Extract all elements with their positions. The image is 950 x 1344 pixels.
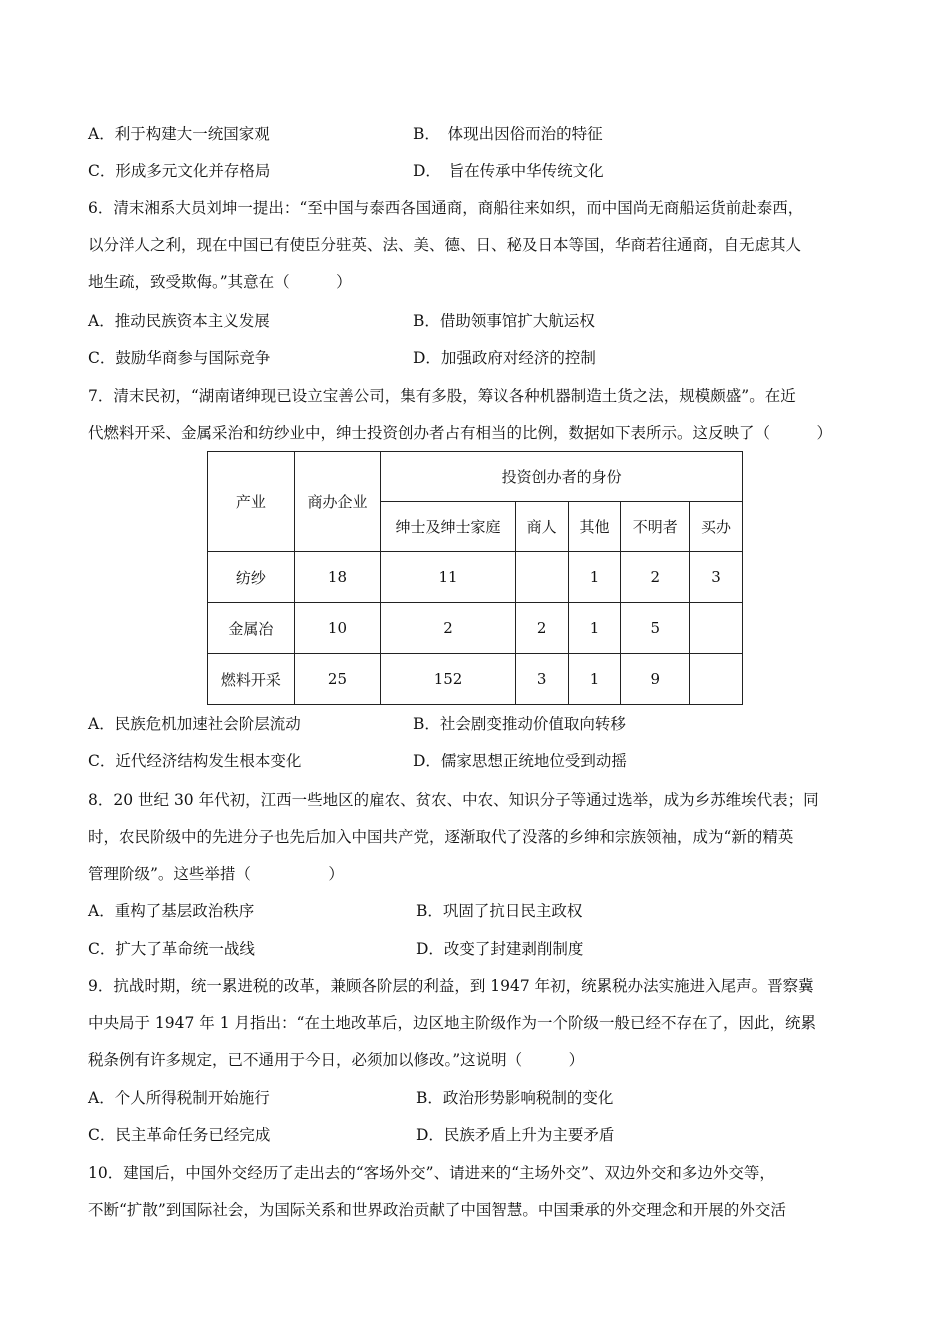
subheader-other: 其他 bbox=[568, 502, 621, 552]
q6-option-c: C．鼓励华商参与国际竞争 bbox=[88, 349, 271, 367]
cell-comprador: 3 bbox=[690, 552, 743, 603]
cell-merchant: 25 bbox=[294, 654, 381, 705]
header-industry: 产业 bbox=[208, 452, 295, 552]
q5-option-c: C．形成多元文化并存格局 bbox=[88, 162, 271, 180]
q9-option-b: B．政治形势影响税制的变化 bbox=[416, 1089, 614, 1107]
cell-trader bbox=[515, 552, 568, 603]
q5-option-b: B． 体现出因俗而治的特征 bbox=[413, 125, 603, 143]
cell-trader: 2 bbox=[515, 603, 568, 654]
q5-option-a: A．利于构建大一统国家观 bbox=[88, 125, 270, 143]
q7-stem-line-1: 7．清末民初，“湖南诸绅现已设立宝善公司，集有多股，筹议各种机器制造土货之法，规模颇盛”。在近 bbox=[88, 387, 796, 405]
cell-unknown: 5 bbox=[621, 603, 690, 654]
cell-gentry: 152 bbox=[381, 654, 515, 705]
cell-unknown: 2 bbox=[621, 552, 690, 603]
subheader-trader: 商人 bbox=[515, 502, 568, 552]
header-merchant-enterprise: 商办企业 bbox=[294, 452, 381, 552]
table-row bbox=[208, 552, 743, 603]
cell-trader: 3 bbox=[515, 654, 568, 705]
cell-comprador bbox=[690, 603, 743, 654]
q6-stem-line-2: 以分洋人之利，现在中国已有使臣分驻英、法、美、德、日、秘及日本等国，华商若往通商，自无虑其人 bbox=[88, 236, 802, 254]
q10-stem-line-1: 10．建国后，中国外交经历了走出去的“客场外交”、请进来的“主场外交”、双边外交和多边外交等， bbox=[88, 1164, 775, 1182]
q7-option-a: A．民族危机加速社会阶层流动 bbox=[88, 715, 301, 733]
q8-stem-line-1: 8．20 世纪 30 年代初，江西一些地区的雇农、贫农、中农、知识分子等通过选举，成为乡苏维埃代表；同 bbox=[88, 791, 819, 809]
q6-option-d: D．加强政府对经济的控制 bbox=[413, 349, 596, 367]
q6-stem-line-3: 地生疏，致受欺侮。”其意在（ ） bbox=[88, 273, 352, 291]
header-investor-identity: 投资创办者的身份 bbox=[381, 452, 743, 502]
q8-option-b: B．巩固了抗日民主政权 bbox=[416, 902, 583, 920]
cell-merchant: 18 bbox=[294, 552, 381, 603]
cell-industry: 燃料开采 bbox=[208, 654, 295, 705]
cell-comprador bbox=[690, 654, 743, 705]
cell-merchant: 10 bbox=[294, 603, 381, 654]
q8-stem-line-2: 时，农民阶级中的先进分子也先后加入中国共产党，逐渐取代了没落的乡绅和宗族领袖，成为“新的精英 bbox=[88, 828, 794, 846]
subheader-gentry: 绅士及绅士家庭 bbox=[381, 502, 515, 552]
cell-gentry: 2 bbox=[381, 603, 515, 654]
q8-stem-line-3: 管理阶级”。这些举措（ ） bbox=[88, 865, 344, 883]
q7-option-c: C．近代经济结构发生根本变化 bbox=[88, 752, 302, 770]
cell-other: 1 bbox=[568, 552, 621, 603]
q9-stem-line-3: 税条例有许多规定，已不通用于今日，必须加以修改。”这说明（ ） bbox=[88, 1051, 585, 1069]
cell-industry: 纺纱 bbox=[208, 552, 295, 603]
q7-stem-line-2: 代燃料开采、金属采治和纺纱业中，绅士投资创办者占有相当的比例，数据如下表所示。这反映了（ ） bbox=[88, 424, 833, 442]
q9-stem-line-2: 中央局于 1947 年 1 月指出：“在土地改革后，边区地主阶级作为一个阶级一般已经不存在了，因此，统累 bbox=[88, 1014, 816, 1032]
table-row bbox=[208, 654, 743, 705]
q5-option-d: D． 旨在传承中华传统文化 bbox=[413, 162, 604, 180]
q8-option-d: D．改变了封建剥削制度 bbox=[416, 940, 584, 958]
cell-other: 1 bbox=[568, 603, 621, 654]
cell-industry: 金属冶 bbox=[208, 603, 295, 654]
table-row bbox=[208, 603, 743, 654]
q9-stem-line-1: 9．抗战时期，统一累进税的改革，兼顾各阶层的利益，到 1947 年初，统累税办法实施进入尾声。晋察冀 bbox=[88, 977, 814, 995]
investor-table bbox=[207, 451, 743, 705]
subheader-comprador: 买办 bbox=[690, 502, 743, 552]
q6-option-a: A．推动民族资本主义发展 bbox=[88, 312, 270, 330]
cell-unknown: 9 bbox=[621, 654, 690, 705]
q9-option-c: C．民主革命任务已经完成 bbox=[88, 1126, 271, 1144]
q9-option-d: D．民族矛盾上升为主要矛盾 bbox=[416, 1126, 615, 1144]
q8-option-c: C．扩大了革命统一战线 bbox=[88, 940, 255, 958]
cell-gentry: 11 bbox=[381, 552, 515, 603]
q6-stem-line-1: 6．清末湘系大员刘坤一提出：“至中国与泰西各国通商，商船往来如织，而中国尚无商船运货前赴泰西， bbox=[88, 199, 804, 217]
q10-stem-line-2: 不断“扩散”到国际社会，为国际关系和世界政治贡献了中国智慧。中国秉承的外交理念和开展的外交活 bbox=[88, 1201, 786, 1219]
q6-option-b: B．借助领事馆扩大航运权 bbox=[413, 312, 595, 330]
q8-option-a: A．重构了基层政治秩序 bbox=[88, 902, 255, 920]
q7-option-b: B．社会剧变推动价值取向转移 bbox=[413, 715, 626, 733]
q9-option-a: A．个人所得税制开始施行 bbox=[88, 1089, 270, 1107]
subheader-unknown: 不明者 bbox=[621, 502, 690, 552]
cell-other: 1 bbox=[568, 654, 621, 705]
q7-option-d: D．儒家思想正统地位受到动摇 bbox=[413, 752, 627, 770]
